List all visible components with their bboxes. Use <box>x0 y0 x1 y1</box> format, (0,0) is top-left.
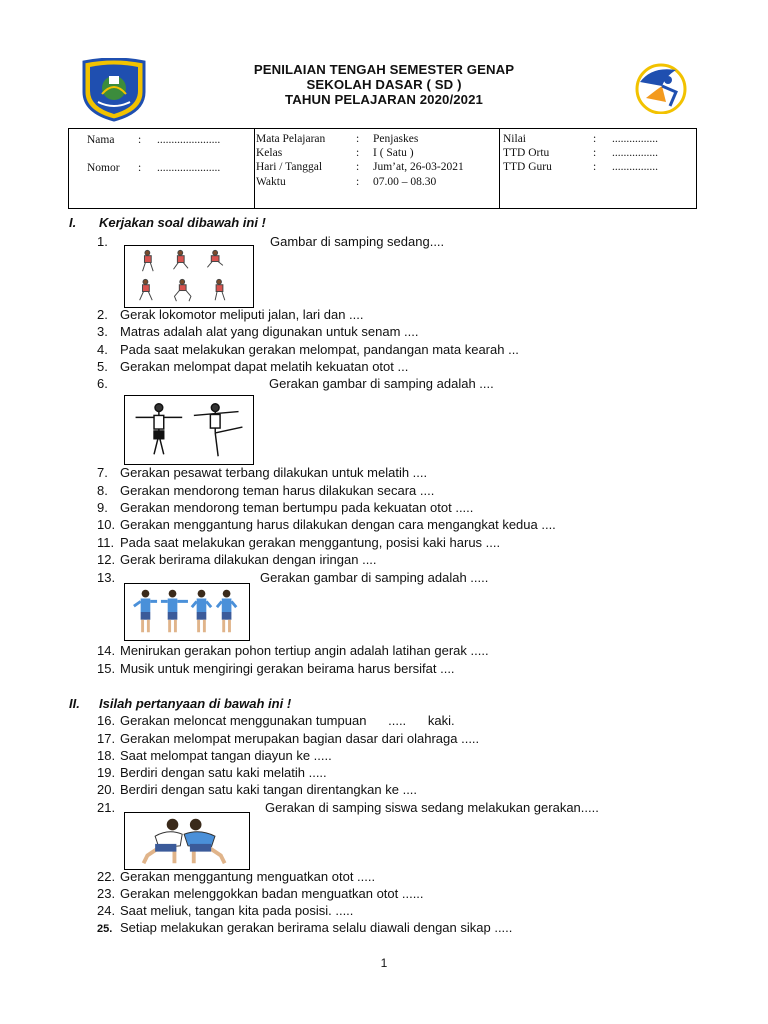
question-19: 19. Berdiri dengan satu kaki melatih ..... <box>97 765 327 780</box>
school-level: SEKOLAH DASAR ( SD ) <box>306 77 462 92</box>
section-1-number: I. <box>69 215 77 230</box>
question-9: 9. Gerakan mendorong teman bertumpu pada kekuatan otot ..... <box>97 500 474 515</box>
ttd-guru-field[interactable]: ................ <box>612 161 658 173</box>
question-14: 14. Menirukan gerakan pohon tertiup angin adalah latihan gerak ..... <box>97 643 489 658</box>
question-23: 23. Gerakan melenggokkan badan menguatkan otot ...... <box>97 886 424 901</box>
nama-label: Nama <box>87 134 115 146</box>
nomor-label: Nomor <box>87 162 120 174</box>
mapel-value: Penjaskes <box>373 133 419 145</box>
nama-field[interactable]: ...................... <box>157 134 221 146</box>
ttd-ortu-label: TTD Ortu <box>503 147 550 159</box>
question-17: 17. Gerakan melompat merupakan bagian dasar dari olahraga ..... <box>97 731 480 746</box>
kelas-label: Kelas <box>256 147 283 159</box>
waktu-label: Waktu <box>256 176 286 188</box>
question-21: 21. Gerakan di samping siswa sedang melakukan gerakan..... <box>97 800 599 815</box>
question-20: 20. Berdiri dengan satu kaki tangan direntangkan ke .... <box>97 782 418 797</box>
kelas-value: I ( Satu ) <box>373 147 414 159</box>
ttd-ortu-field[interactable]: ................ <box>612 147 658 159</box>
ttd-guru-colon: : <box>593 161 597 173</box>
page-number: 1 <box>380 956 388 970</box>
question-6: 6. Gerakan gambar di samping adalah .... <box>97 376 494 391</box>
section-2-number: II. <box>69 696 80 711</box>
waktu-value: 07.00 – 08.30 <box>373 176 437 188</box>
question-2: 2. Gerak lokomotor meliputi jalan, lari dan .... <box>97 307 364 322</box>
question-1: 1. Gambar di samping sedang.... <box>97 234 445 249</box>
question-7: 7. Gerakan pesawat terbang dilakukan untuk melatih .... <box>97 465 428 480</box>
jumping-sequence-image <box>124 245 254 308</box>
question-22: 22. Gerakan menggantung menguatkan otot ..... <box>97 869 376 884</box>
section-2-title: Isilah pertanyaan di bawah ini ! <box>99 696 292 711</box>
nomor-colon: : <box>138 162 142 174</box>
nilai-label: Nilai <box>503 133 526 145</box>
question-12: 12. Gerak berirama dilakukan dengan iringan .... <box>97 552 377 567</box>
waktu-colon: : <box>356 176 360 188</box>
nilai-field[interactable]: ................ <box>612 133 658 145</box>
section-1-heading <box>69 215 266 230</box>
children-stretching-image <box>124 583 250 641</box>
kelas-colon: : <box>356 147 360 159</box>
pushing-friend-image <box>124 812 250 870</box>
nama-colon: : <box>138 134 142 146</box>
mapel-label: Mata Pelajaran <box>256 133 326 145</box>
school-year: TAHUN PELAJARAN 2020/2021 <box>285 92 483 107</box>
question-24: 24. Saat meliuk, tangan kita pada posisi. ..... <box>97 903 354 918</box>
section-2-heading <box>69 696 291 711</box>
question-4: 4. Pada saat melakukan gerakan melompat, pandangan mata kearah ... <box>97 342 519 357</box>
airplane-pose-image <box>124 395 254 465</box>
nomor-field[interactable]: ...................... <box>157 162 221 174</box>
question-13: 13. Gerakan gambar di samping adalah ..... <box>97 570 489 585</box>
nilai-colon: : <box>593 133 597 145</box>
question-25: 25. Setiap melakukan gerakan berirama selalu diawali dengan sikap ..... <box>97 920 513 935</box>
hari-label: Hari / Tanggal <box>256 161 323 173</box>
section-1-title: Kerjakan soal dibawah ini ! <box>99 215 266 230</box>
question-16: 16. Gerakan meloncat menggunakan tumpuan ..... kaki. <box>97 713 455 728</box>
question-11: 11. Pada saat melakukan gerakan menggantung, posisi kaki harus .... <box>97 535 501 550</box>
question-15: 15. Musik untuk mengiringi gerakan beirama harus bersifat .... <box>97 661 455 676</box>
exam-title: PENILAIAN TENGAH SEMESTER GENAP <box>253 62 515 77</box>
question-3: 3. Matras adalah alat yang digunakan untuk senam .... <box>97 324 419 339</box>
hari-colon: : <box>356 161 360 173</box>
ttd-guru-label: TTD Guru <box>503 161 552 173</box>
question-18: 18. Saat melompat tangan diayun ke ..... <box>97 748 332 763</box>
hari-value: Jum’at, 26-03-2021 <box>373 161 464 173</box>
mapel-colon: : <box>356 133 360 145</box>
ttd-ortu-colon: : <box>593 147 597 159</box>
question-5: 5. Gerakan melompat dapat melatih kekuatan otot ... <box>97 359 409 374</box>
question-8: 8. Gerakan mendorong teman harus dilakukan secara .... <box>97 483 435 498</box>
question-10: 10. Gerakan menggantung harus dilakukan dengan cara mengangkat kedua .... <box>97 517 556 532</box>
